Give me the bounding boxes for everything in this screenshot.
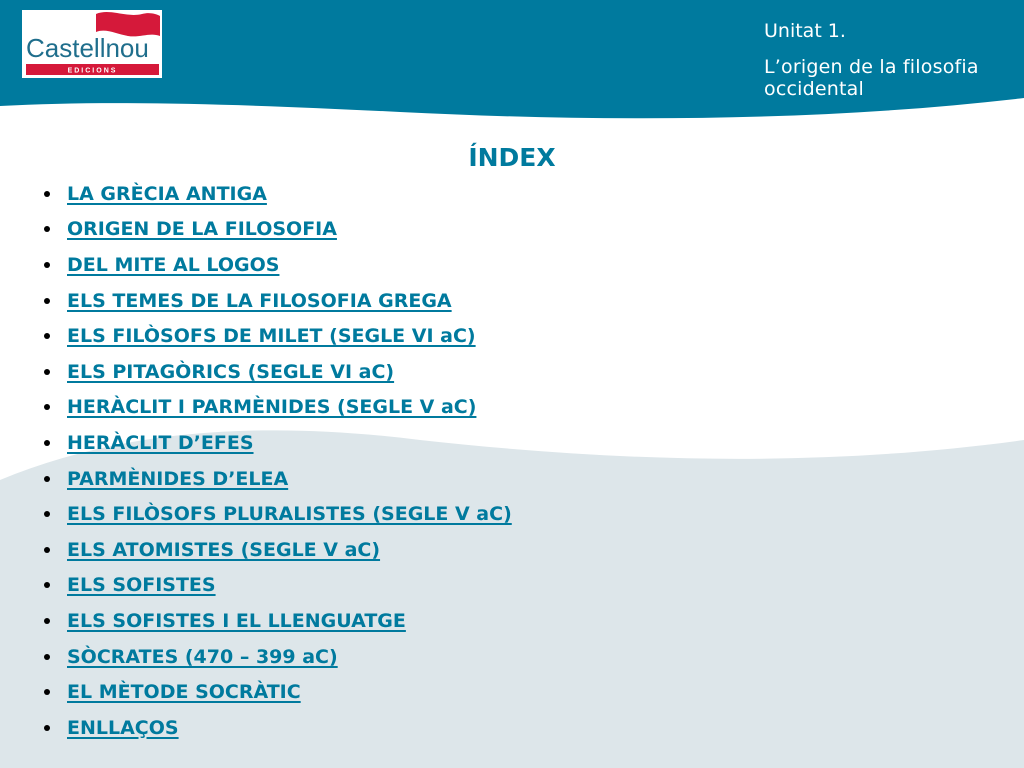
index-link[interactable]: ELS PITAGÒRICS (SEGLE VI aC) [67, 360, 395, 383]
unit-number: Unitat 1. [764, 20, 846, 42]
index-link[interactable]: HERÀCLIT D’EFES [67, 431, 254, 454]
svg-text:EDICIONS: EDICIONS [67, 67, 118, 75]
castellnou-logo [22, 10, 162, 78]
bullet-icon [44, 618, 50, 624]
bullet-icon [44, 333, 50, 339]
list-item [44, 461, 512, 497]
bullet-icon [44, 191, 50, 197]
list-item [44, 674, 512, 710]
list-item [44, 603, 512, 639]
index-link[interactable]: SÒCRATES (470 – 399 aC) [67, 645, 338, 668]
index-link[interactable]: ELS SOFISTES [67, 574, 216, 597]
list-item [44, 212, 512, 248]
index-link[interactable]: HERÀCLIT I PARMÈNIDES (SEGLE V aC) [67, 396, 477, 419]
index-link[interactable]: ELS ATOMISTES (SEGLE V aC) [67, 538, 381, 561]
index-list [44, 176, 512, 746]
unit-subtitle: L’origen de la filosofia occidental [764, 56, 979, 100]
unit-header [764, 20, 1014, 100]
index-link[interactable]: ENLLAÇOS [67, 716, 179, 739]
index-link[interactable]: ELS SOFISTES I EL LLENGUATGE [67, 609, 406, 632]
bullet-icon [44, 689, 50, 695]
list-item [44, 283, 512, 319]
index-link[interactable]: ELS FILÒSOFS PLURALISTES (SEGLE V aC) [67, 503, 512, 526]
bullet-icon [44, 369, 50, 375]
index-link[interactable]: PARMÈNIDES D’ELEA [67, 467, 289, 490]
list-item [44, 247, 512, 283]
bullet-icon [44, 476, 50, 482]
bullet-icon [44, 298, 50, 304]
bullet-icon [44, 404, 50, 410]
index-link[interactable]: ORIGEN DE LA FILOSOFIA [67, 218, 337, 241]
bullet-icon [44, 226, 50, 232]
index-title: ÍNDEX [468, 143, 556, 172]
list-item [44, 425, 512, 461]
bullet-icon [44, 654, 50, 660]
index-link[interactable]: ELS FILÒSOFS DE MILET (SEGLE VI aC) [67, 325, 476, 348]
list-item [44, 710, 512, 746]
index-link[interactable]: ELS TEMES DE LA FILOSOFIA GREGA [67, 289, 452, 312]
list-item [44, 639, 512, 675]
list-item [44, 390, 512, 426]
index-link[interactable]: LA GRÈCIA ANTIGA [67, 182, 267, 205]
list-item [44, 532, 512, 568]
bullet-icon [44, 511, 50, 517]
list-item [44, 354, 512, 390]
list-item [44, 318, 512, 354]
bullet-icon [44, 725, 50, 731]
list-item [44, 176, 512, 212]
list-item [44, 496, 512, 532]
bullet-icon [44, 262, 50, 268]
index-link[interactable]: EL MÈTODE SOCRÀTIC [67, 681, 301, 704]
list-item [44, 568, 512, 604]
bullet-icon [44, 440, 50, 446]
bullet-icon [44, 582, 50, 588]
logo-graphic [22, 10, 162, 78]
index-link[interactable]: DEL MITE AL LOGOS [67, 253, 280, 276]
svg-text:Castellnou: Castellnou [26, 33, 149, 63]
bullet-icon [44, 547, 50, 553]
